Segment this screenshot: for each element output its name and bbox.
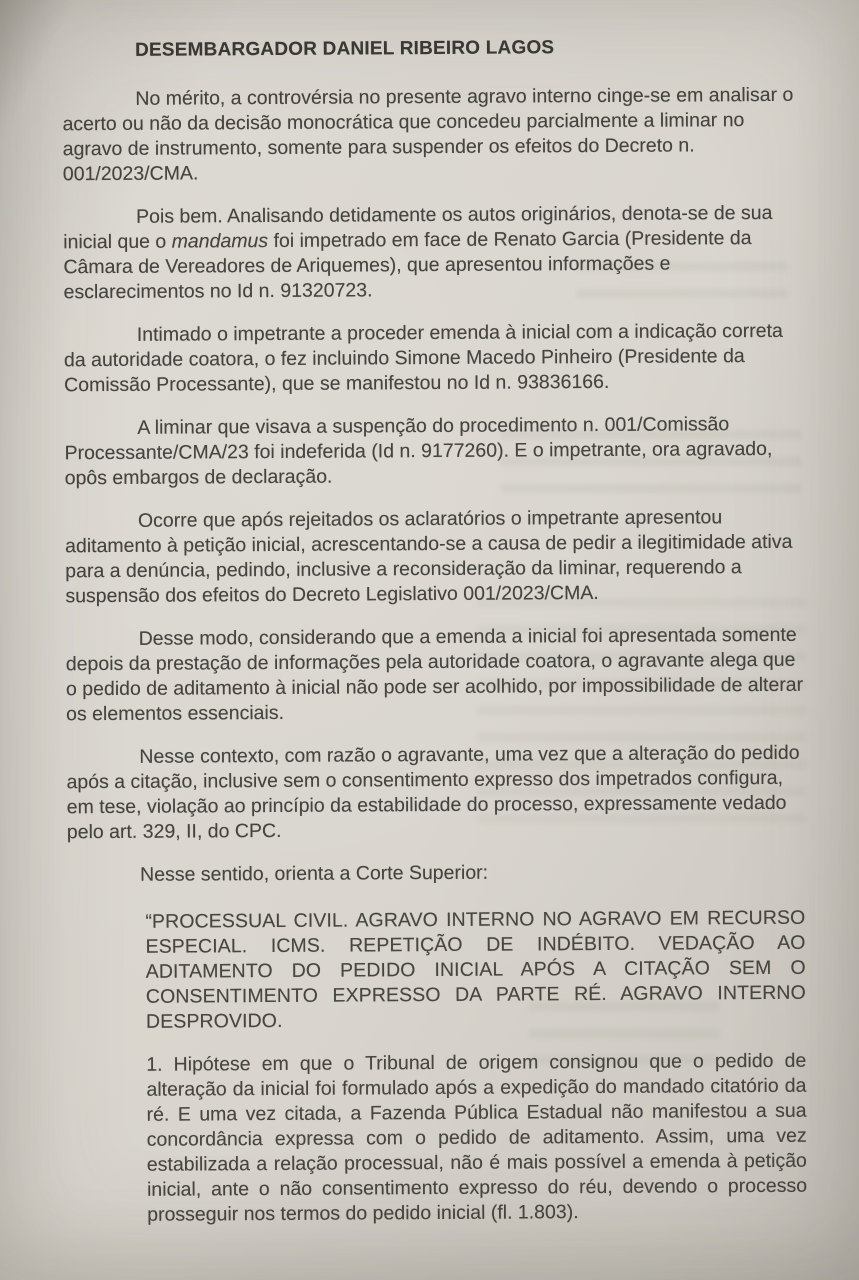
- paragraph-merito: No mérito, a controvérsia no presente agravo interno cinge-se em analisar o acerto ou não da decisão monocrática que concedeu parcialmente a liminar no agravo de instrumento, somente para suspender os efeitos do Decreto n. 001/2023/CMA.: [62, 83, 794, 186]
- citation-block: [145, 906, 807, 1228]
- citation-item-1: 1. Hipótese em que o Tribunal de origem consignou que o pedido de alteração da inicial foi formulado após a expedição do mandado citatório da ré. E uma vez citada, a Fazenda Pública Estadual não manifestou a sua concordância expressa com o pedido de aditamento. Assim, uma vez estabilizada a relação processual, não é mais possível a emenda à petição inicial, ante o não consentimento expresso do réu, devendo o processo prosseguir nos termos do pedido inicial (fl. 1.803).: [146, 1049, 808, 1226]
- paragraph-nesse-contexto: Nesse contexto, com razão o agravante, uma vez que a alteração do pedido após a citação, inclusive sem o consentimento expresso dos impetrados configura, em tese, violação ao princípio da estabilidade do processo, expressamente vedado pelo art. 329, II, do CPC.: [66, 741, 800, 844]
- paragraph-pois-bem: [63, 201, 808, 306]
- paragraph-desse-modo: Desse modo, considerando que a emenda a inicial foi apresentada somente depois da prestação de informações pela autoridade coatora, o agravante alega que o pedido de aditamento à inicial não pode ser acolhido, por impossibilidade de alterar os elementos essenciais.: [65, 623, 804, 726]
- mandamus-italic: mandamus: [171, 230, 269, 253]
- citation-headnote: “PROCESSUAL CIVIL. AGRAVO INTERNO NO AGRAVO EM RECURSO ESPECIAL. ICMS. REPETIÇÃO DE INDÉBITO. VEDAÇÃO AO ADITAMENTO DO PEDIDO INICIAL APÓS A CITAÇÃO SEM O CONSENTIMENTO EXPRESSO DA PARTE RÉ. AGRAVO INTERNO DESPROVIDO.: [145, 906, 806, 1033]
- paragraph-pois-bem-after: foi impetrado em face de Renato Garcia (Presidente da Câmara de Vereadores de Ariquemes), que apresentou informações e esclarecimentos no Id n. 91320723.: [63, 227, 752, 304]
- paragraph-liminar: A liminar que visava a suspenção do procedimento n. 001/Comissão Processante/CMA/23 foi indeferida (Id n. 9177260). E o impetrante, ora agravado, opôs embargos de declaração.: [64, 413, 773, 490]
- paragraph-pois-bem-before: Pois bem. Analisando detidamente os autos originários, denota-se de sua inicial que o: [63, 201, 773, 254]
- paragraph-intimado: Intimado o impetrante a proceder emenda à inicial com a indicação correta da autoridade coatora, o fez incluindo Simone Macedo Pinheiro (Presidente da Comissão Processante), que se manifestou no Id n. 93836166.: [63, 319, 783, 397]
- judge-heading: DESEMBARGADOR DANIEL RIBEIRO LAGOS: [135, 37, 555, 61]
- paragraph-nesse-sentido: Nesse sentido, orienta a Corte Superior:: [140, 861, 489, 886]
- page-content: [62, 34, 813, 1229]
- paragraph-ocorre: Ocorre que após rejeitados os aclaratórios o impetrante apresentou aditamento à petição inicial, acrescentando-se a causa de pedir a ilegitimidade ativa para a denúncia, pedindo, inclusive a reconsideração da liminar, requerendo a suspensão dos efeitos do Decreto Legislativo 001/2023/CMA.: [65, 506, 793, 608]
